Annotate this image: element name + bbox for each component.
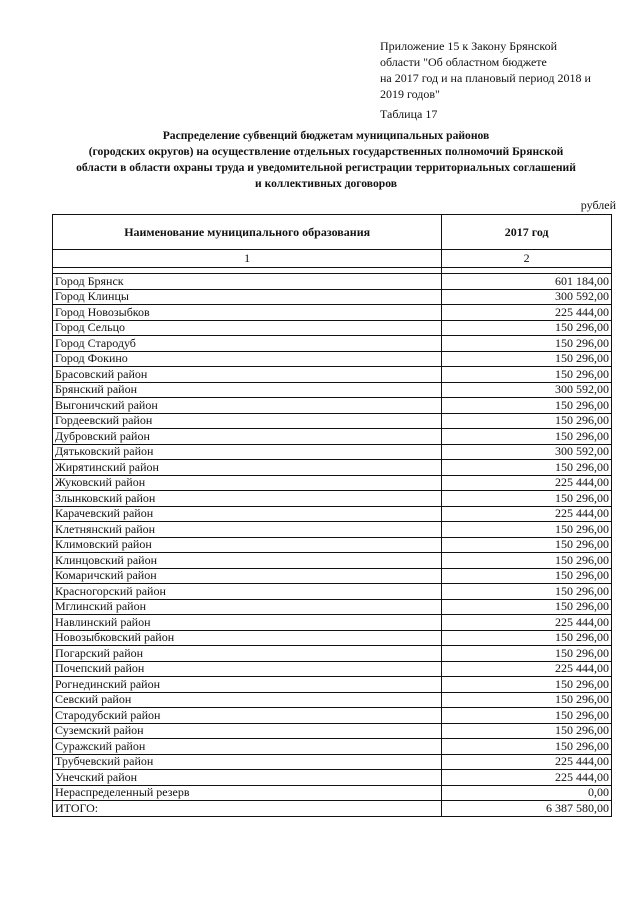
table-row: [53, 785, 612, 801]
appendix-line: Приложение 15 к Закону Брянской: [380, 39, 558, 53]
amount-2017: 150 296,00: [442, 599, 612, 615]
municipality-name: Дубровский район: [53, 429, 442, 445]
municipality-name: Комаричский район: [53, 568, 442, 584]
title-line: Распределение субвенций бюджетам муниципальных районов: [162, 129, 490, 142]
table-row: [53, 708, 612, 724]
municipality-name: Почепский район: [53, 661, 442, 677]
municipality-name: Нераспределенный резерв: [53, 785, 442, 801]
amount-2017: 6 387 580,00: [442, 801, 612, 817]
municipality-name: ИТОГО:: [53, 801, 442, 817]
table-row: [53, 351, 612, 367]
table-row: [53, 677, 612, 693]
table-row: [53, 661, 612, 677]
amount-2017: 150 296,00: [442, 630, 612, 646]
municipality-name: Рогнединский район: [53, 677, 442, 693]
title-line: и коллективных договоров: [255, 177, 397, 190]
table-number: Таблица 17: [380, 107, 438, 121]
amount-2017: 225 444,00: [442, 754, 612, 770]
table-row: [53, 305, 612, 321]
amount-2017: 150 296,00: [442, 692, 612, 708]
amount-2017: 150 296,00: [442, 398, 612, 414]
municipality-name: Брянский район: [53, 382, 442, 398]
municipality-name: Дятьковский район: [53, 444, 442, 460]
municipality-name: Жирятинский район: [53, 460, 442, 476]
amount-2017: 150 296,00: [442, 723, 612, 739]
table-row: [53, 599, 612, 615]
amount-2017: 225 444,00: [442, 770, 612, 786]
table-body: [53, 274, 612, 817]
document-title: [40, 128, 612, 192]
table-row: [53, 646, 612, 662]
amount-2017: 150 296,00: [442, 568, 612, 584]
units-label: рублей: [580, 198, 616, 212]
municipality-name: Новозыбковский район: [53, 630, 442, 646]
municipality-name: Севский район: [53, 692, 442, 708]
municipality-name: Выгоничский район: [53, 398, 442, 414]
table-row: [53, 739, 612, 755]
table-row: [53, 506, 612, 522]
table-row: [53, 367, 612, 383]
municipality-name: Красногорский район: [53, 584, 442, 600]
amount-2017: 225 444,00: [442, 615, 612, 631]
amount-2017: 150 296,00: [442, 413, 612, 429]
table-row: [53, 444, 612, 460]
municipality-name: Злынковский район: [53, 491, 442, 507]
table-row: [53, 630, 612, 646]
table-row: [53, 568, 612, 584]
table-row: [53, 475, 612, 491]
municipality-name: Навлинский район: [53, 615, 442, 631]
municipality-name: Город Новозыбков: [53, 305, 442, 321]
table-row: [53, 274, 612, 290]
amount-2017: 150 296,00: [442, 522, 612, 538]
appendix-line: 2019 годов": [380, 87, 440, 101]
table-row: [53, 429, 612, 445]
municipality-name: Суражский район: [53, 739, 442, 755]
municipality-name: Клетнянский район: [53, 522, 442, 538]
table-row: [53, 289, 612, 305]
amount-2017: 150 296,00: [442, 336, 612, 352]
amount-2017: 225 444,00: [442, 305, 612, 321]
municipality-name: Жуковский район: [53, 475, 442, 491]
table-row: [53, 770, 612, 786]
title-line: области в области охраны труда и уведомительной регистрации территориальных соглашений: [76, 161, 576, 174]
table-row: [53, 553, 612, 569]
amount-2017: 300 592,00: [442, 382, 612, 398]
municipality-name: Город Брянск: [53, 274, 442, 290]
municipality-name: Город Фокино: [53, 351, 442, 367]
table-row: [53, 754, 612, 770]
amount-2017: 150 296,00: [442, 320, 612, 336]
column-header-year: 2017 год: [442, 215, 612, 250]
column-number: 2: [442, 250, 612, 268]
amount-2017: 150 296,00: [442, 491, 612, 507]
amount-2017: 150 296,00: [442, 367, 612, 383]
table-row: [53, 336, 612, 352]
amount-2017: 150 296,00: [442, 677, 612, 693]
title-line: (городских округов) на осуществление отдельных государственных полномочий Брянской: [88, 145, 564, 158]
table-row: [53, 491, 612, 507]
table-row: [53, 723, 612, 739]
table-row: [53, 522, 612, 538]
municipality-name: Город Стародуб: [53, 336, 442, 352]
table-row: [53, 615, 612, 631]
amount-2017: 225 444,00: [442, 661, 612, 677]
municipality-name: Гордеевский район: [53, 413, 442, 429]
municipality-name: Стародубский район: [53, 708, 442, 724]
amount-2017: 150 296,00: [442, 429, 612, 445]
table-row: [53, 398, 612, 414]
table-row: [53, 382, 612, 398]
table-row: [53, 537, 612, 553]
amount-2017: 150 296,00: [442, 739, 612, 755]
table-row: [53, 584, 612, 600]
column-number: 1: [53, 250, 442, 268]
municipality-name: Клинцовский район: [53, 553, 442, 569]
amount-2017: 0,00: [442, 785, 612, 801]
table-row: [53, 801, 612, 817]
municipality-name: Унечский район: [53, 770, 442, 786]
appendix-line: на 2017 год и на плановый период 2018 и: [380, 71, 591, 85]
appendix-note: [380, 38, 630, 102]
subvention-table: [52, 214, 612, 817]
municipality-name: Карачевский район: [53, 506, 442, 522]
amount-2017: 150 296,00: [442, 351, 612, 367]
amount-2017: 601 184,00: [442, 274, 612, 290]
municipality-name: Погарский район: [53, 646, 442, 662]
amount-2017: 150 296,00: [442, 584, 612, 600]
table-row: [53, 692, 612, 708]
table-row: [53, 460, 612, 476]
appendix-line: области "Об областном бюджете: [380, 55, 547, 69]
amount-2017: 150 296,00: [442, 553, 612, 569]
amount-2017: 300 592,00: [442, 289, 612, 305]
amount-2017: 225 444,00: [442, 475, 612, 491]
column-header-name: Наименование муниципального образования: [53, 215, 442, 250]
table-row: [53, 413, 612, 429]
amount-2017: 150 296,00: [442, 537, 612, 553]
table-row: [53, 320, 612, 336]
amount-2017: 150 296,00: [442, 708, 612, 724]
municipality-name: Трубчевский район: [53, 754, 442, 770]
municipality-name: Суземский район: [53, 723, 442, 739]
municipality-name: Город Сельцо: [53, 320, 442, 336]
amount-2017: 150 296,00: [442, 460, 612, 476]
municipality-name: Климовский район: [53, 537, 442, 553]
amount-2017: 150 296,00: [442, 646, 612, 662]
amount-2017: 225 444,00: [442, 506, 612, 522]
municipality-name: Брасовский район: [53, 367, 442, 383]
municipality-name: Город Клинцы: [53, 289, 442, 305]
amount-2017: 300 592,00: [442, 444, 612, 460]
municipality-name: Мглинский район: [53, 599, 442, 615]
